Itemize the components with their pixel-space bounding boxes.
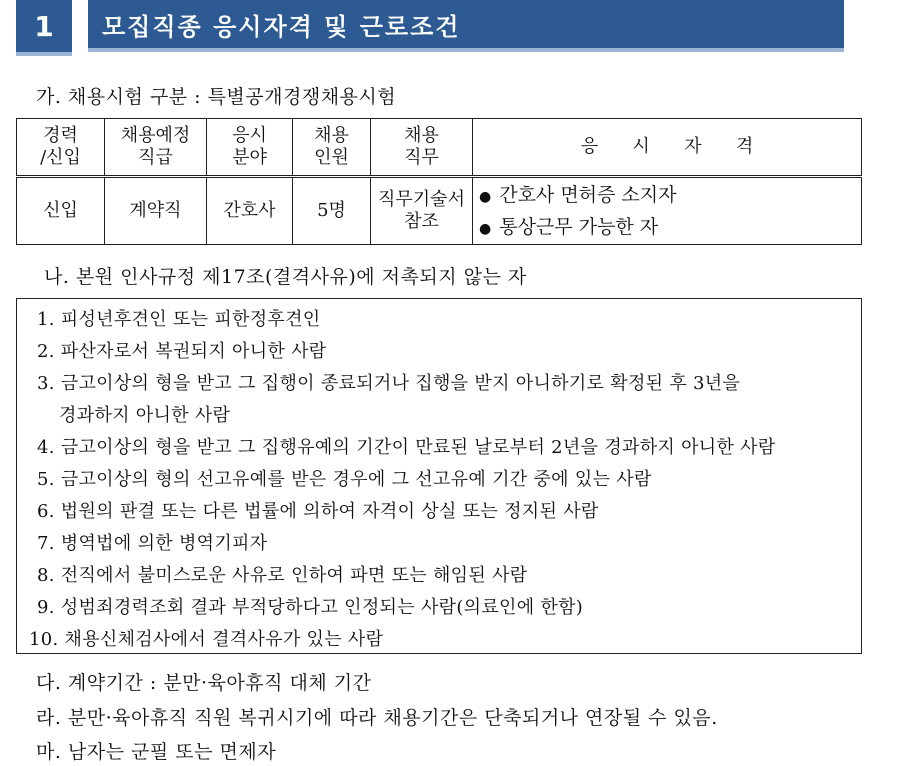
section-ga: 가. 채용시험 구분 : 특별공개경쟁채용시험 [36, 86, 397, 108]
list-item: 9. 성범죄경력조회 결과 부적당하다고 인정되는 사람(의료인에 한함) [37, 597, 584, 618]
cell-qualifications [473, 177, 862, 245]
bullet-icon: ● [479, 189, 492, 205]
cell-count: 5명 [293, 177, 371, 245]
cell-career: 신입 [17, 177, 105, 245]
list-item: 10. 채용신체검사에서 결격사유가 있는 사람 [29, 629, 384, 650]
disqualification-box [16, 298, 862, 654]
table-header-row [17, 119, 862, 177]
header-career: 경력 /신입 [17, 119, 105, 177]
section-ra: 라. 분만·육아휴직 직원 복귀시기에 따라 채용기간은 단축되거나 연장될 수 있음. [36, 707, 718, 729]
section-title: 모집직종 응시자격 및 근로조건 [88, 0, 844, 52]
section-da: 다. 계약기간 : 분만·육아휴직 대체 기간 [36, 672, 372, 694]
section-number: 1 [16, 0, 72, 56]
header-qualification: 응 시 자 격 [473, 119, 862, 177]
list-item: 1. 피성년후견인 또는 피한정후견인 [37, 309, 321, 330]
section-ma: 마. 남자는 군필 또는 면제자 [36, 741, 277, 763]
header-grade: 채용예정 직급 [105, 119, 207, 177]
list-item: 6. 법원의 판결 또는 다른 법률에 의하여 자격이 상실 또는 정지된 사람 [37, 501, 599, 522]
list-item: 7. 병역법에 의한 병역기피자 [37, 533, 268, 554]
list-item: 2. 파산자로서 복권되지 아니한 사람 [37, 341, 327, 362]
list-item: ● 간호사 면허증 소지자 [479, 184, 677, 206]
header-field: 응시 분야 [207, 119, 293, 177]
table-row [17, 177, 862, 245]
header-count: 채용 인원 [293, 119, 371, 177]
list-item: 8. 전직에서 불미스로운 사유로 인하여 파면 또는 해임된 사람 [37, 565, 528, 586]
bullet-icon: ● [479, 221, 492, 237]
list-item: 4. 금고이상의 형을 받고 그 집행유예의 기간이 만료된 날로부터 2년을 경과하지 아니한 사람 [37, 437, 776, 458]
header-duty: 채용 직무 [371, 119, 473, 177]
section-na: 나. 본원 인사규정 제17조(결격사유)에 저촉되지 않는 자 [44, 266, 527, 288]
list-item: 5. 금고이상의 형의 선고유예를 받은 경우에 그 선고유예 기간 중에 있는 사람 [37, 469, 652, 490]
qualification-table [16, 118, 862, 245]
cell-grade: 계약직 [105, 177, 207, 245]
cell-duty: 직무기술서 참조 [371, 177, 473, 245]
list-item: 경과하지 아니한 사람 [59, 405, 231, 426]
list-item: ● 통상근무 가능한 자 [479, 216, 659, 238]
cell-field: 간호사 [207, 177, 293, 245]
section-header [16, 0, 844, 56]
list-item: 3. 금고이상의 형을 받고 그 집행이 종료되거나 집행을 받지 아니하기로 확정된 후 3년을 [37, 373, 741, 394]
